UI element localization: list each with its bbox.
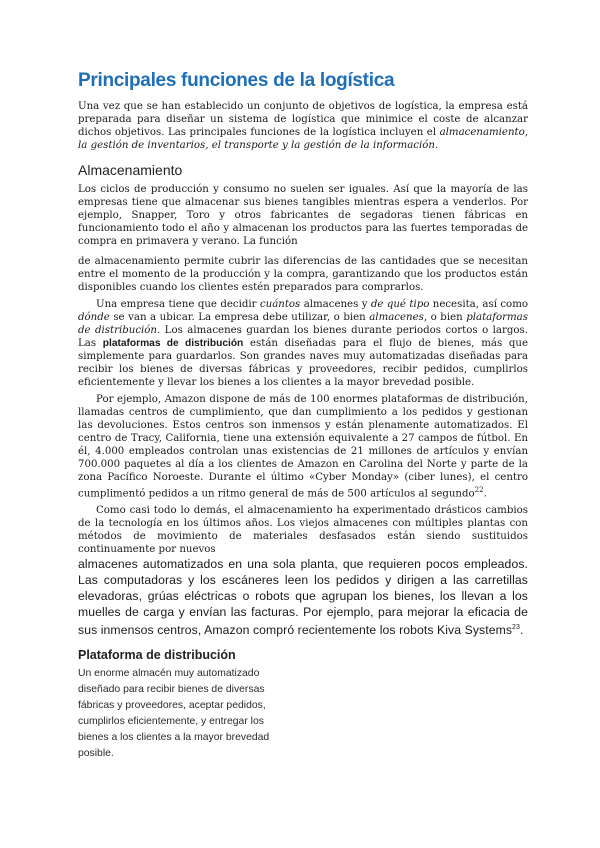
document-page	[78, 70, 528, 762]
page-title: Principales funciones de la logística	[78, 70, 395, 91]
paragraph-6: almacenes automatizados en una sola planta, que requieren pocos empleados. Las computadoras y los escáneres leen los pedidos y dirigen a las carretillas elevadoras, grúas eléctricas o robots que agrupan los bienes, los llevan a los muelles de carga y envían las facturas. Por ejemplo, para mejorar la eficacia de sus inmensos centros, Amazon compró recientemente los robots Kiva Systems$^{23}$.	[78, 557, 528, 638]
paragraph-4: Por ejemplo, Amazon dispone de más de 100 enormes plataformas de distribución, llamadas centros de cumplimiento, que dan cumplimiento a los pedidos y gestionan las devoluciones. Estos centros son inmensos y están plenamente automatizados. El centro de Tracy, California, tiene una extensión equivalente a 27 campos de fútbol. En él, 4.000 empleados controlan unas existencias de 21 millones de artículos y envían 700.000 paquetes al día a los clientes de Amazon en Carolina del Norte y parte de la zona Pacífico Noroeste. Durante el último «Cyber Monday» (ciber lunes), el centro cumplimentó pedidos a un ritmo general de más de 500 artículos al segundo$^{22}$.	[78, 394, 528, 500]
section-heading-plataforma: Plataforma de distribución	[78, 648, 236, 663]
paragraph-2: de almacenamiento permite cubrir las diferencias de las cantidades que se necesitan entre el momento de la producción y la compra, garantizando que los productos están disponibles cuando los clientes estén preparados para comprarlos.	[78, 256, 528, 293]
definition-paragraph: Un enorme almacén muy automatizado diseñado para recibir bienes de diversas fábricas y proveedores, aceptar pedidos, cumplirlos eficientemente, y entregar los bienes a los clientes a la mayor brevedad posible.	[78, 668, 270, 760]
bold-term: plataformas de distribución	[102, 338, 244, 349]
section-heading-almacenamiento: Almacenamiento	[78, 162, 183, 178]
paragraph-5: Como casi todo lo demás, el almacenamiento ha experimentado drásticos cambios de la tecnología en los últimos años. Los viejos almacenes con múltiples plantas con métodos de movimiento de materiales desfasados están siendo sustituidos continuamente por nuevos	[78, 505, 528, 556]
paragraph-1: Los ciclos de producción y consumo no suelen ser iguales. Así que la mayoría de las empresas tiene que almacenar sus bienes tangibles mientras espera a venderlos. Por ejemplo, Snapper, Toro y otros fabricantes de segadoras tienen fábricas en funcionamiento todo el año y almacenan los productos para las fuertes temporadas de compra en primavera y verano. La función	[78, 184, 528, 247]
paragraph-3: Una empresa tiene que decidir cuántos almacenes y de qué tipo necesita, así como dónde se van a ubicar. La empresa debe utilizar, o bien almacenes, o bien plataformas de distribución. Los almacenes guardan los bienes durante periodos cortos o largos. Las plataformas de distribución están diseñadas para el flujo de bienes, más que simplemente para guardarlos. Son grandes naves muy automatizadas diseñadas para recibir los bienes de diversas fábricas y proveedores, recibir pedidos, cumplirlos eficientemente y llevar los bienes a los clientes a la mayor brevedad posible.	[78, 299, 528, 388]
intro-paragraph: Una vez que se han establecido un conjunto de objetivos de logística, la empresa está preparada para diseñar un sistema de logística que minimice el coste de alcanzar dichos objetivos. Las principales funciones de la logística incluyen el almacenamiento, la gestión de inventarios, el transporte y la gestión de la información.	[78, 101, 528, 151]
